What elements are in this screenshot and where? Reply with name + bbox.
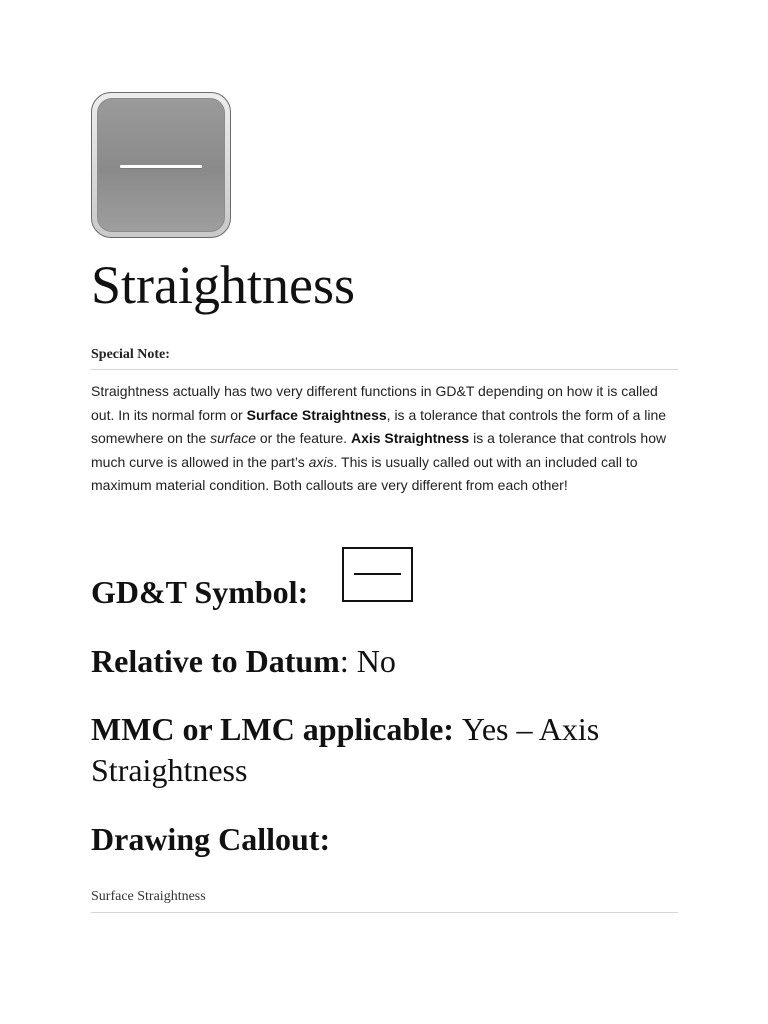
relative-to-datum-separator: :: [339, 643, 357, 679]
straightness-symbol-line: [354, 573, 401, 575]
special-note-divider: [91, 369, 678, 370]
relative-to-datum-label: Relative to Datum: [91, 643, 340, 679]
mmc-lmc-heading: [91, 709, 678, 791]
note-text: , is a tolerance that controls the form of a line somewhere on the: [91, 406, 667, 446]
relative-to-datum-value: No: [356, 643, 396, 679]
drawing-callout-heading: [91, 819, 330, 859]
relative-to-datum-heading: [91, 641, 396, 681]
page-title: Straightness: [91, 255, 355, 315]
note-text: Straightness actually has two very different functions in GD&T depending on how it is called out. In its normal form or: [91, 383, 658, 423]
figure-caption: Surface Straightness: [91, 889, 206, 904]
gdt-symbol-heading: [91, 572, 308, 612]
straightness-symbol-icon: [342, 547, 413, 602]
note-text: . This is usually called out with an included call to maximum material condition. Both callouts are very different from each other!: [91, 453, 638, 493]
gdt-symbol-label: GD&T Symbol:: [91, 574, 309, 610]
mmc-lmc-label: MMC or LMC applicable:: [91, 711, 454, 747]
straightness-icon: [91, 92, 231, 238]
note-term-surface-straightness: Surface Straightness: [246, 406, 387, 423]
caption-divider: [91, 912, 678, 913]
special-note-paragraph: [91, 380, 678, 498]
note-term-surface: surface: [210, 430, 256, 446]
note-term-axis-straightness: Axis Straightness: [350, 430, 470, 446]
note-term-axis: axis: [308, 453, 334, 470]
note-text: is a tolerance that controls how much curve is allowed in the part’s: [91, 430, 667, 470]
mmc-lmc-value: Yes – Axis Straightness: [91, 711, 600, 788]
special-note-body: [91, 380, 678, 498]
straightness-icon-face: [97, 98, 225, 232]
note-text: or the feature.: [256, 430, 351, 446]
straightness-icon-line: [120, 165, 202, 168]
special-note-label: Special Note:: [91, 347, 170, 362]
drawing-callout-label: Drawing Callout:: [91, 821, 331, 857]
